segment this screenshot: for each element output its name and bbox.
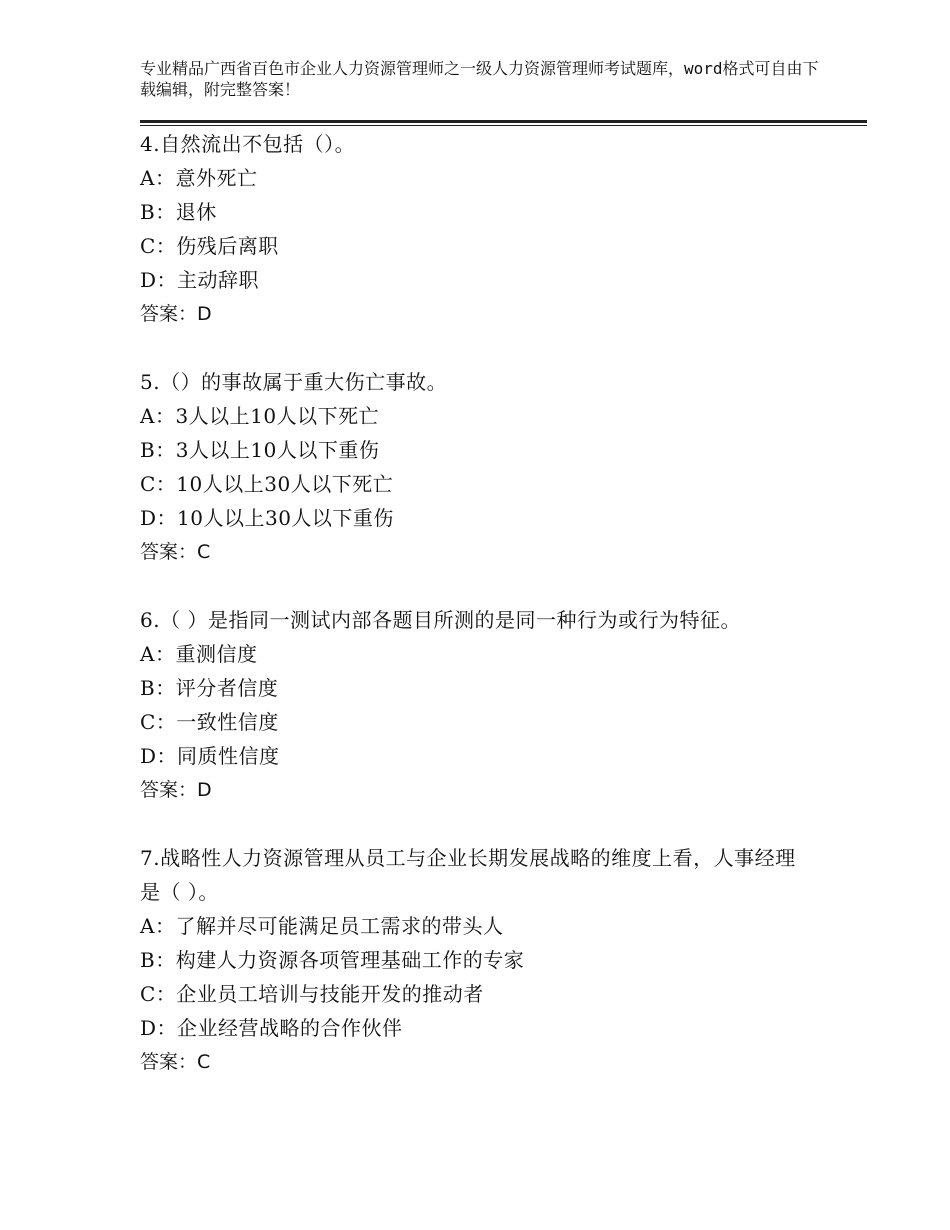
header-rule-thick xyxy=(140,120,867,123)
option-c: C：企业员工培训与技能开发的推动者 xyxy=(140,982,484,1006)
option-c: C：10人以上30人以下死亡 xyxy=(140,472,394,496)
option-d: D：企业经营战略的合作伙伴 xyxy=(140,1016,403,1040)
option-b: B：构建人力资源各项管理基础工作的专家 xyxy=(140,948,525,972)
option-b: B：3人以上10人以下重伤 xyxy=(140,438,380,462)
option-d: D：10人以上30人以下重伤 xyxy=(140,506,394,530)
question-4 xyxy=(140,127,840,331)
page-header: 专业精品广西省百色市企业人力资源管理师之一级人力资源管理师考试题库，word格式可自由下载编辑，附完整答案！ xyxy=(140,59,819,99)
question-stem: 5.（）的事故属于重大伤亡事故。 xyxy=(140,370,448,394)
option-a: A：了解并尽可能满足员工需求的带头人 xyxy=(140,914,504,938)
question-5 xyxy=(140,365,840,569)
option-c: C：伤残后离职 xyxy=(140,234,279,258)
question-stem: 4.自然流出不包括（）。 xyxy=(140,132,356,156)
option-d: D：同质性信度 xyxy=(140,744,280,768)
answer: 答案：D xyxy=(140,303,212,325)
option-b: B：退休 xyxy=(140,200,217,224)
question-list xyxy=(140,127,840,1113)
option-a: A：3人以上10人以下死亡 xyxy=(140,404,380,428)
answer: 答案：C xyxy=(140,541,211,563)
option-b: B：评分者信度 xyxy=(140,676,279,700)
answer: 答案：D xyxy=(140,779,212,801)
option-a: A：重测信度 xyxy=(140,642,258,666)
header-rule-thin xyxy=(140,125,867,126)
answer: 答案：C xyxy=(140,1051,211,1073)
question-6 xyxy=(140,603,840,807)
option-d: D：主动辞职 xyxy=(140,268,260,292)
question-stem: 7.战略性人力资源管理从员工与企业长期发展战略的维度上看，人事经理是（ ）。 xyxy=(140,846,796,904)
option-c: C：一致性信度 xyxy=(140,710,279,734)
question-stem: 6.（ ）是指同一测试内部各题目所测的是同一种行为或行为特征。 xyxy=(140,608,741,632)
question-7 xyxy=(140,841,840,1079)
option-a: A：意外死亡 xyxy=(140,166,258,190)
